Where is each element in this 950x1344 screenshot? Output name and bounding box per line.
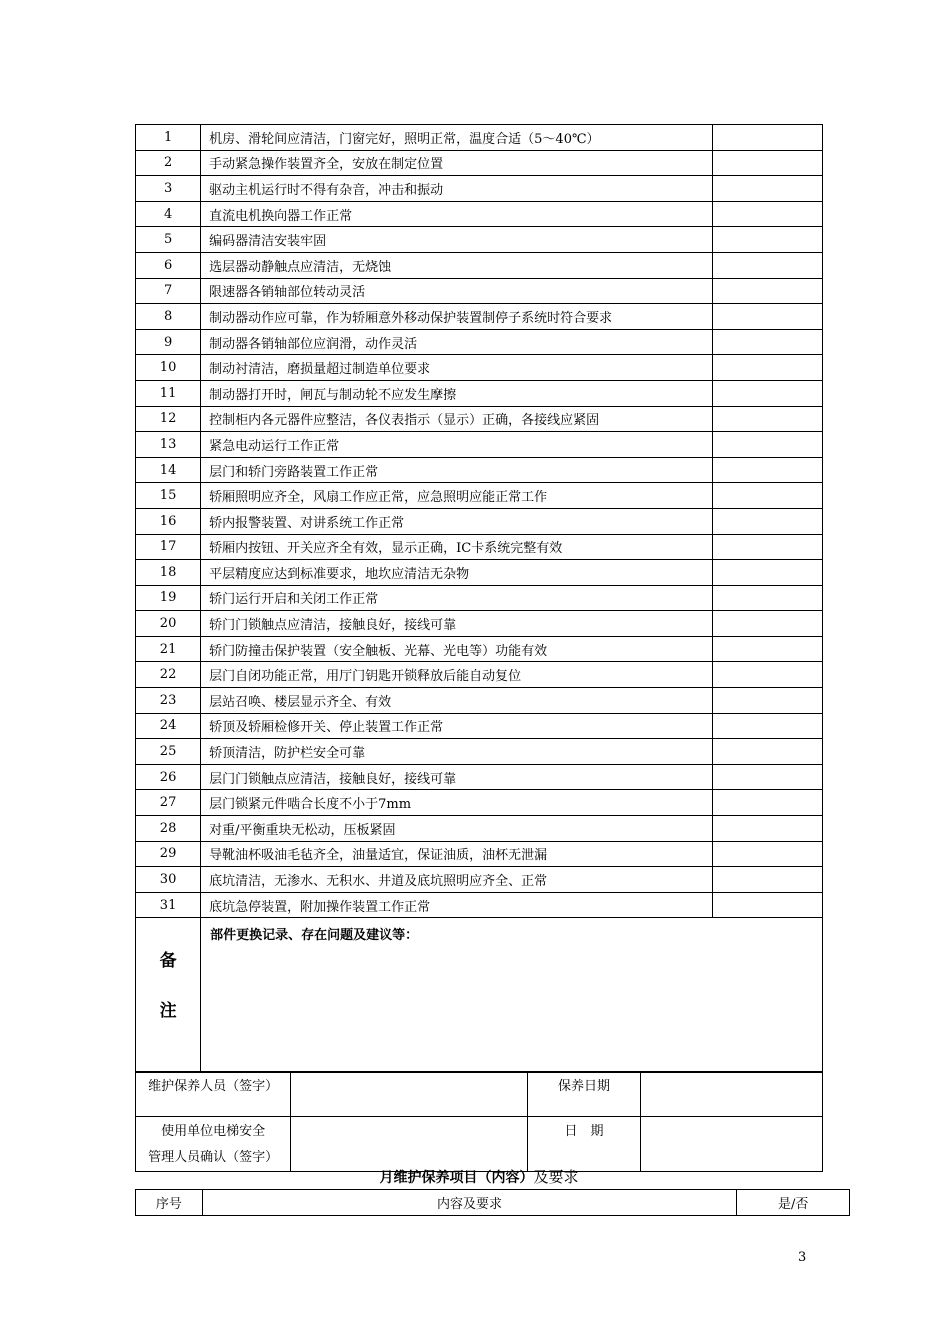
item-number: 23 — [136, 688, 201, 714]
item-text: 选层器动静触点应清洁，无烧蚀 — [201, 252, 713, 278]
table-row — [136, 816, 823, 842]
item-text: 轿顶及轿厢检修开关、停止装置工作正常 — [201, 713, 713, 739]
table-row — [136, 892, 823, 918]
date-label: 日 期 — [528, 1117, 641, 1172]
item-number: 11 — [136, 380, 201, 406]
item-text: 轿门门锁触点应清洁，接触良好，接线可靠 — [201, 611, 713, 637]
item-check-field[interactable] — [713, 457, 823, 483]
table-row — [136, 662, 823, 688]
table-row — [136, 304, 823, 330]
header-number: 序号 — [136, 1190, 203, 1216]
table-row — [136, 380, 823, 406]
item-number: 24 — [136, 713, 201, 739]
remarks-field[interactable] — [201, 918, 823, 1073]
item-check-field[interactable] — [713, 892, 823, 918]
item-text: 对重/平衡重块无松动，压板紧固 — [201, 816, 713, 842]
section-title: 月维护保养项目（内容）及要求 — [379, 1168, 579, 1186]
maintainer-label: 维护保养人员（签字） — [136, 1072, 291, 1117]
table-row — [136, 585, 823, 611]
item-check-field[interactable] — [713, 508, 823, 534]
signature-row-maintainer — [136, 1072, 823, 1117]
remarks-label-char-1: 备 — [159, 951, 177, 972]
item-number: 30 — [136, 867, 201, 893]
item-text: 轿顶清洁，防护栏安全可靠 — [201, 739, 713, 765]
table-row — [136, 739, 823, 765]
maintenance-date-label: 保养日期 — [528, 1072, 641, 1117]
table-row — [136, 688, 823, 714]
item-text: 层站召唤、楼层显示齐全、有效 — [201, 688, 713, 714]
table-row — [136, 150, 823, 176]
item-text: 制动衬清洁，磨损量超过制造单位要求 — [201, 355, 713, 381]
maintainer-signature-field[interactable] — [291, 1072, 528, 1117]
item-number: 15 — [136, 483, 201, 509]
item-text: 轿厢内按钮、开关应齐全有效，显示正确，IC卡系统完整有效 — [201, 534, 713, 560]
item-text: 轿厢照明应齐全，风扇工作应正常，应急照明应能正常工作 — [201, 483, 713, 509]
table-row — [136, 432, 823, 458]
table-row — [136, 611, 823, 637]
item-text: 平层精度应达到标准要求，地坎应清洁无杂物 — [201, 560, 713, 586]
maintenance-date-field[interactable] — [640, 1072, 822, 1117]
item-number: 16 — [136, 508, 201, 534]
table-row — [136, 278, 823, 304]
item-number: 17 — [136, 534, 201, 560]
item-check-field[interactable] — [713, 662, 823, 688]
item-number: 14 — [136, 457, 201, 483]
item-text: 控制柜内各元器件应整洁，各仪表指示（显示）正确，各接线应紧固 — [201, 406, 713, 432]
table-row — [136, 508, 823, 534]
table-row — [136, 636, 823, 662]
item-number: 12 — [136, 406, 201, 432]
page-number: 3 — [798, 1250, 807, 1265]
header-yes-no: 是/否 — [737, 1190, 850, 1216]
table-row — [136, 560, 823, 586]
item-check-field[interactable] — [713, 304, 823, 330]
item-check-field[interactable] — [713, 585, 823, 611]
item-check-field[interactable] — [713, 816, 823, 842]
item-check-field[interactable] — [713, 227, 823, 253]
item-check-field[interactable] — [713, 329, 823, 355]
item-check-field[interactable] — [713, 611, 823, 637]
item-text: 轿门防撞击保护装置（安全触板、光幕、光电等）功能有效 — [201, 636, 713, 662]
confirm-label: 使用单位电梯安全 管理人员确认（签字） — [136, 1117, 291, 1172]
remarks-row — [136, 918, 823, 1073]
item-text: 手动紧急操作装置齐全，安放在制定位置 — [201, 150, 713, 176]
item-check-field[interactable] — [713, 688, 823, 714]
item-number: 7 — [136, 278, 201, 304]
item-check-field[interactable] — [713, 150, 823, 176]
item-number: 28 — [136, 816, 201, 842]
item-check-field[interactable] — [713, 125, 823, 151]
item-check-field[interactable] — [713, 355, 823, 381]
item-check-field[interactable] — [713, 176, 823, 202]
table-row — [136, 252, 823, 278]
item-text: 导靴油杯吸油毛毡齐全，油量适宜，保证油质，油杯无泄漏 — [201, 841, 713, 867]
table-row — [136, 355, 823, 381]
item-text: 层门自闭功能正常，用厅门钥匙开锁释放后能自动复位 — [201, 662, 713, 688]
item-number: 29 — [136, 841, 201, 867]
item-number: 2 — [136, 150, 201, 176]
item-check-field[interactable] — [713, 764, 823, 790]
item-check-field[interactable] — [713, 201, 823, 227]
item-number: 25 — [136, 739, 201, 765]
item-text: 层门门锁触点应清洁，接触良好，接线可靠 — [201, 764, 713, 790]
item-text: 轿门运行开启和关闭工作正常 — [201, 585, 713, 611]
header-content: 内容及要求 — [202, 1190, 736, 1216]
item-text: 驱动主机运行时不得有杂音，冲击和振动 — [201, 176, 713, 202]
item-number: 13 — [136, 432, 201, 458]
item-check-field[interactable] — [713, 432, 823, 458]
remarks-prompt: 部件更换记录、存在问题及建议等： — [210, 928, 419, 944]
item-text: 限速器各销轴部位转动灵活 — [201, 278, 713, 304]
item-text: 紧急电动运行工作正常 — [201, 432, 713, 458]
table-row — [136, 329, 823, 355]
items-body — [136, 125, 823, 918]
item-check-field[interactable] — [713, 739, 823, 765]
item-text: 制动器打开时，闸瓦与制动轮不应发生摩擦 — [201, 380, 713, 406]
table-row — [136, 201, 823, 227]
item-check-field[interactable] — [713, 636, 823, 662]
table-row — [136, 457, 823, 483]
item-check-field[interactable] — [713, 278, 823, 304]
item-number: 22 — [136, 662, 201, 688]
signature-row-confirm — [136, 1117, 823, 1172]
item-number: 8 — [136, 304, 201, 330]
remarks-label-char-2: 注 — [159, 1001, 177, 1022]
header-row — [136, 1190, 850, 1216]
next-section-header-table — [135, 1189, 850, 1216]
item-check-field[interactable] — [713, 560, 823, 586]
item-text: 制动器动作应可靠，作为轿厢意外移动保护装置制停子系统时符合要求 — [201, 304, 713, 330]
table-row — [136, 713, 823, 739]
remarks-label — [136, 918, 201, 1073]
table-row — [136, 534, 823, 560]
item-number: 31 — [136, 892, 201, 918]
item-number: 10 — [136, 355, 201, 381]
item-text: 制动器各销轴部位应润滑，动作灵活 — [201, 329, 713, 355]
item-number: 27 — [136, 790, 201, 816]
table-row — [136, 790, 823, 816]
table-row — [136, 841, 823, 867]
item-text: 底坑急停装置，附加操作装置工作正常 — [201, 892, 713, 918]
item-number: 5 — [136, 227, 201, 253]
table-row — [136, 867, 823, 893]
item-text: 轿内报警装置、对讲系统工作正常 — [201, 508, 713, 534]
item-check-field[interactable] — [713, 380, 823, 406]
item-number: 6 — [136, 252, 201, 278]
maintenance-items-table — [135, 124, 823, 1073]
signature-table — [135, 1071, 823, 1172]
item-text: 直流电机换向器工作正常 — [201, 201, 713, 227]
confirm-signature-field[interactable] — [291, 1117, 528, 1172]
item-number: 9 — [136, 329, 201, 355]
item-number: 3 — [136, 176, 201, 202]
item-check-field[interactable] — [713, 252, 823, 278]
item-text: 层门锁紧元件啮合长度不小于7mm — [201, 790, 713, 816]
item-check-field[interactable] — [713, 534, 823, 560]
item-check-field[interactable] — [713, 483, 823, 509]
item-check-field[interactable] — [713, 790, 823, 816]
item-number: 18 — [136, 560, 201, 586]
item-text: 层门和轿门旁路装置工作正常 — [201, 457, 713, 483]
item-check-field[interactable] — [713, 867, 823, 893]
item-text: 底坑清洁，无渗水、无积水、井道及底坑照明应齐全、正常 — [201, 867, 713, 893]
item-number: 1 — [136, 125, 201, 151]
table-row — [136, 764, 823, 790]
item-number: 4 — [136, 201, 201, 227]
item-text: 编码器清洁安装牢固 — [201, 227, 713, 253]
table-row — [136, 125, 823, 151]
item-number: 26 — [136, 764, 201, 790]
item-check-field[interactable] — [713, 713, 823, 739]
item-check-field[interactable] — [713, 841, 823, 867]
item-text: 机房、滑轮间应清洁，门窗完好，照明正常，温度合适（5～40℃） — [201, 125, 713, 151]
table-row — [136, 227, 823, 253]
table-row — [136, 483, 823, 509]
item-number: 19 — [136, 585, 201, 611]
table-row — [136, 176, 823, 202]
item-number: 21 — [136, 636, 201, 662]
item-check-field[interactable] — [713, 406, 823, 432]
item-number: 20 — [136, 611, 201, 637]
table-row — [136, 406, 823, 432]
date-field[interactable] — [640, 1117, 822, 1172]
